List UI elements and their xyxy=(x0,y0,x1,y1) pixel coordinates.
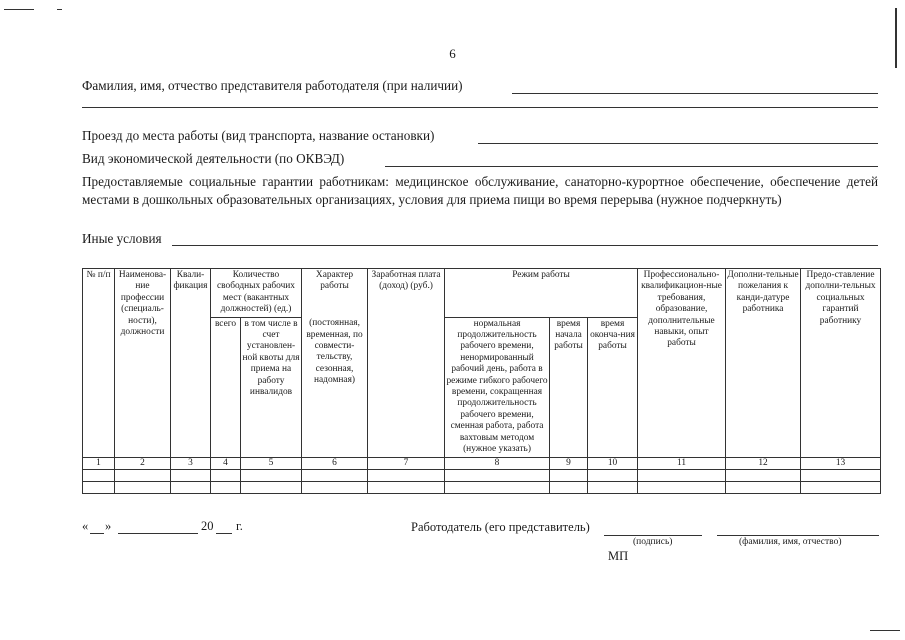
representative-field-line2[interactable] xyxy=(82,107,878,108)
cell[interactable] xyxy=(368,481,445,493)
signature-field[interactable] xyxy=(604,535,702,536)
header-position: Наименова-ние профессии (специаль-ности), должности xyxy=(115,269,171,458)
column-number: 8 xyxy=(445,457,550,469)
okved-label: Вид экономической деятельности (по ОКВЭД) xyxy=(82,151,345,166)
header-wishes: Дополни-тельные пожелания к канди-датуре работника xyxy=(726,269,801,458)
stamp-label: МП xyxy=(608,549,629,563)
column-number: 9 xyxy=(550,457,588,469)
cell[interactable] xyxy=(588,469,638,481)
column-number: 2 xyxy=(115,457,171,469)
cell[interactable] xyxy=(550,481,588,493)
column-number: 12 xyxy=(726,457,801,469)
cell[interactable] xyxy=(588,481,638,493)
column-number: 4 xyxy=(211,457,241,469)
vacancy-table xyxy=(82,268,881,494)
table-row xyxy=(83,469,881,481)
cell[interactable] xyxy=(726,469,801,481)
scan-mark-top-left-dot xyxy=(57,9,62,10)
header-vacancies: Количество свободных рабочих мест (вакантных должностей) (ед.) xyxy=(211,269,302,318)
cell[interactable] xyxy=(638,469,726,481)
header-start: время начала работы xyxy=(550,317,588,457)
cell[interactable] xyxy=(241,469,302,481)
page-number: 6 xyxy=(449,46,456,61)
date-close-quote: » xyxy=(105,519,112,533)
header-total: всего xyxy=(211,317,241,457)
cell[interactable] xyxy=(368,469,445,481)
cell[interactable] xyxy=(171,481,211,493)
header-requirements: Профессионально-квалификацион-ные требования, образование, дополнительные навыки, опыт работы xyxy=(638,269,726,458)
header-row xyxy=(83,269,881,318)
cell[interactable] xyxy=(115,469,171,481)
header-nature-sub: (постоянная, временная, по совмести-тельству, сезонная, надомная) xyxy=(302,317,368,457)
date-day-field[interactable] xyxy=(90,533,104,534)
okved-field[interactable] xyxy=(385,166,878,167)
column-number: 6 xyxy=(302,457,368,469)
column-number: 7 xyxy=(368,457,445,469)
header-schedule: Режим работы xyxy=(445,269,638,318)
transport-label: Проезд до места работы (вид транспорта, название остановки) xyxy=(82,128,435,143)
header-schedule-type: нормальная продолжительность рабочего времени, ненормированный рабочий день, работа в режиме гибкого рабочего времени, сокращенная продолжительность рабочего времени, сменная работа, работа вахтовым методом (нужное указать) xyxy=(445,317,550,457)
cell[interactable] xyxy=(241,481,302,493)
other-conditions-field[interactable] xyxy=(172,245,878,246)
cell[interactable] xyxy=(801,469,881,481)
column-number: 11 xyxy=(638,457,726,469)
transport-field[interactable] xyxy=(478,143,878,144)
scan-mark-bottom-right xyxy=(870,630,900,631)
cell[interactable] xyxy=(445,469,550,481)
cell[interactable] xyxy=(638,481,726,493)
cell[interactable] xyxy=(302,469,368,481)
column-number: 3 xyxy=(171,457,211,469)
employer-name-field[interactable] xyxy=(717,535,879,536)
header-salary: Заработная плата (доход) (руб.) xyxy=(368,269,445,458)
cell[interactable] xyxy=(83,469,115,481)
header-qualification: Квали-фикация xyxy=(171,269,211,458)
date-open-quote: « xyxy=(82,519,89,533)
cell[interactable] xyxy=(550,469,588,481)
cell[interactable] xyxy=(171,469,211,481)
cell[interactable] xyxy=(211,469,241,481)
signature-caption: (подпись) xyxy=(633,537,673,547)
cell[interactable] xyxy=(83,481,115,493)
column-number: 10 xyxy=(588,457,638,469)
representative-field[interactable] xyxy=(512,93,878,94)
social-guarantees-text: Предоставляемые социальные гарантии работникам: медицинское обслуживание, санаторно-курортное обеспечение, обеспечение детей местами в дошкольных образовательных организациях, условия для приема пищи во время перерыва (нужное подчеркнуть) xyxy=(82,174,878,207)
column-number: 5 xyxy=(241,457,302,469)
name-caption: (фамилия, имя, отчество) xyxy=(739,537,842,547)
date-year-field[interactable] xyxy=(216,533,232,534)
table-row xyxy=(83,481,881,493)
employer-label: Работодатель (его представитель) xyxy=(411,520,590,534)
other-conditions-label: Иные условия xyxy=(82,231,162,246)
date-year-suffix: г. xyxy=(236,519,243,533)
column-numbers-row xyxy=(83,457,881,469)
cell[interactable] xyxy=(726,481,801,493)
header-guarantees: Предо-ставление дополни-тельных социальных гарантий работнику xyxy=(801,269,881,458)
cell[interactable] xyxy=(801,481,881,493)
scan-mark-top-left xyxy=(4,9,34,10)
representative-label: Фамилия, имя, отчество представителя работодателя (при наличии) xyxy=(82,78,463,93)
column-number: 13 xyxy=(801,457,881,469)
cell[interactable] xyxy=(115,481,171,493)
header-end: время оконча-ния работы xyxy=(588,317,638,457)
header-quota: в том числе в счет установлен-ной квоты для приема на работу инвалидов xyxy=(241,317,302,457)
cell[interactable] xyxy=(211,481,241,493)
cell[interactable] xyxy=(445,481,550,493)
date-year-prefix: 20 xyxy=(201,519,214,533)
header-nature: Характер работы xyxy=(302,269,368,318)
header-num: № п/п xyxy=(83,269,115,458)
cell[interactable] xyxy=(302,481,368,493)
column-number: 1 xyxy=(83,457,115,469)
date-month-field[interactable] xyxy=(118,533,198,534)
